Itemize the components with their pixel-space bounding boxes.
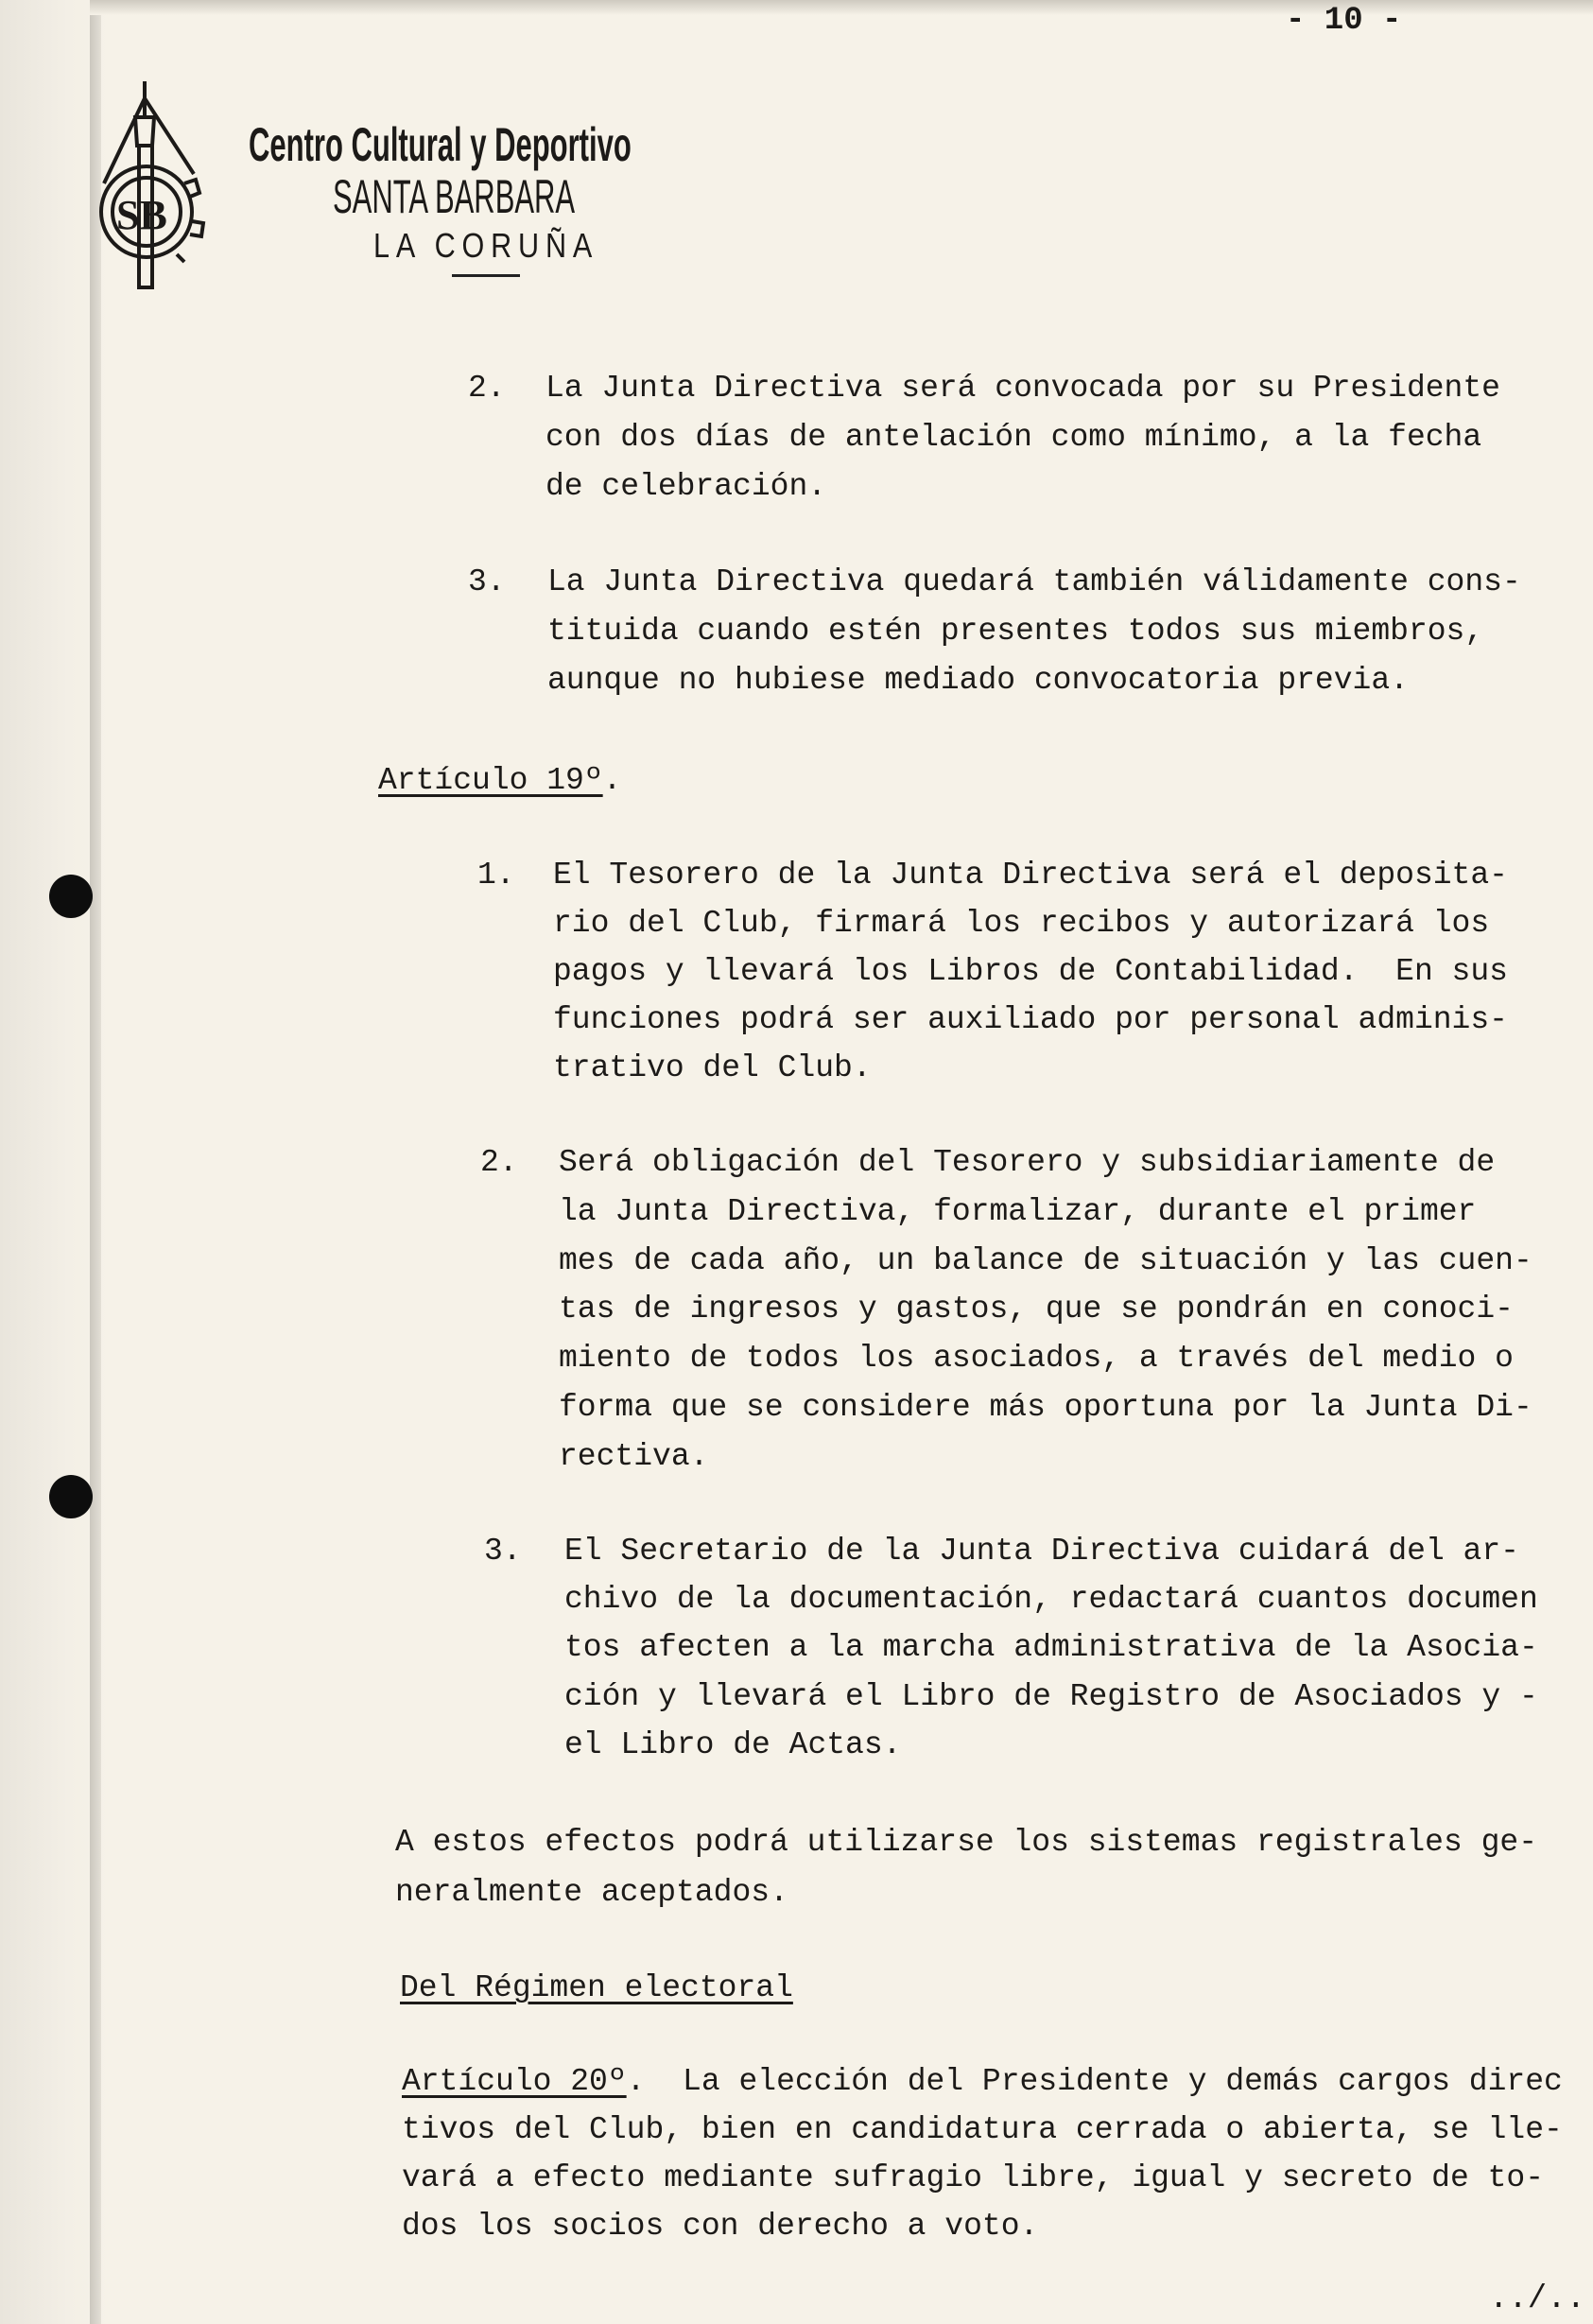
text-line: funciones podrá ser auxiliado por personal adminis- bbox=[553, 1002, 1508, 1037]
club-logo-icon bbox=[90, 79, 213, 292]
letterhead-city: LA CORUÑA bbox=[373, 226, 599, 265]
paragraph-art18-2 bbox=[545, 364, 1500, 512]
text-line: Será obligación del Tesorero y subsidiariamente de bbox=[559, 1145, 1496, 1180]
continuation-mark: ../.. bbox=[1489, 2281, 1586, 2317]
text-line: tos afecten a la marcha administrativa de la Asocia- bbox=[564, 1630, 1538, 1666]
letterhead-rule bbox=[452, 274, 520, 277]
text-line: pagos y llevará los Libros de Contabilidad. En sus bbox=[553, 954, 1508, 989]
text-line: forma que se considere más oportuna por la Junta Di- bbox=[559, 1389, 1532, 1425]
text-line: de celebración. bbox=[545, 469, 827, 504]
text-line: dos los socios con derecho a voto. bbox=[402, 2209, 1039, 2244]
article-19-title: Artículo 19º bbox=[378, 763, 603, 798]
paragraph-art19-2 bbox=[559, 1138, 1532, 1482]
text-line: El Secretario de la Junta Directiva cuidará del ar- bbox=[564, 1534, 1519, 1569]
paragraph-art19-1 bbox=[553, 851, 1508, 1092]
page-number: - 10 - bbox=[1286, 3, 1402, 39]
text-line: con dos días de antelación como mínimo, a la fecha bbox=[545, 420, 1482, 455]
item-number: 3. bbox=[484, 1534, 522, 1569]
punch-hole bbox=[49, 1475, 93, 1518]
scan-shadow bbox=[90, 0, 101, 2324]
text-line: rio del Club, firmará los recibos y autorizará los bbox=[553, 906, 1490, 941]
text-line: trativo del Club. bbox=[553, 1050, 872, 1085]
item-number: 1. bbox=[477, 858, 515, 893]
punch-hole bbox=[49, 875, 93, 918]
article-20-title: Artículo 20º bbox=[402, 2064, 627, 2099]
text-line: tas de ingresos y gastos, que se pondrán en conoci- bbox=[559, 1292, 1514, 1327]
text-line: la Junta Directiva, formalizar, durante el primer bbox=[559, 1193, 1477, 1229]
paragraph-art19-closing bbox=[395, 1817, 1537, 1917]
svg-text:SB: SB bbox=[116, 192, 167, 238]
article-20-first-line bbox=[402, 2057, 1563, 2106]
paragraph-art18-3 bbox=[547, 558, 1521, 705]
text-line: La Junta Directiva quedará también válidamente cons- bbox=[547, 564, 1521, 599]
text-line: neralmente aceptados. bbox=[395, 1875, 788, 1910]
section-heading-line bbox=[400, 1964, 793, 2013]
text-line: aunque no hubiese mediado convocatoria previa. bbox=[547, 663, 1409, 698]
heading-dot: . bbox=[626, 2064, 646, 2099]
paragraph-art20 bbox=[402, 2057, 1563, 2250]
section-heading-text: Del Régimen electoral bbox=[400, 1970, 793, 2005]
text-line: El Tesorero de la Junta Directiva será el deposita- bbox=[553, 858, 1508, 893]
paragraph-art19-3 bbox=[564, 1527, 1538, 1769]
article-19-heading bbox=[378, 756, 621, 806]
text-line: tivos del Club, bien en candidatura cerrada o abierta, se lle- bbox=[402, 2112, 1563, 2147]
text-line: La elección del Presidente y demás cargos direc bbox=[645, 2064, 1563, 2099]
text-line: tituida cuando estén presentes todos sus miembros, bbox=[547, 614, 1484, 649]
item-number: 2. bbox=[468, 371, 506, 406]
text-line: La Junta Directiva será convocada por su Presidente bbox=[545, 371, 1500, 406]
letterhead-santa-barbara: SANTA BARBARA bbox=[333, 170, 576, 223]
item-number: 2. bbox=[480, 1145, 518, 1180]
letterhead-club-name: Centro Cultural y Deportivo bbox=[249, 118, 632, 171]
text-line: chivo de la documentación, redactará cuantos documen bbox=[564, 1582, 1538, 1618]
article-19-heading-line bbox=[378, 756, 621, 806]
text-line: rectiva. bbox=[559, 1438, 709, 1474]
text-line: mes de cada año, un balance de situación y las cuen- bbox=[559, 1242, 1532, 1278]
heading-dot: . bbox=[602, 763, 622, 798]
text-line: el Libro de Actas. bbox=[564, 1726, 902, 1762]
item-number: 3. bbox=[468, 564, 506, 599]
text-line: A estos efectos podrá utilizarse los sistemas registrales ge- bbox=[395, 1825, 1537, 1860]
text-line: ción y llevará el Libro de Registro de Asociados y - bbox=[564, 1678, 1538, 1714]
text-line: miento de todos los asociados, a través del medio o bbox=[559, 1341, 1514, 1377]
section-heading bbox=[400, 1964, 793, 2013]
text-line: vará a efecto mediante sufragio libre, igual y secreto de to- bbox=[402, 2160, 1544, 2195]
